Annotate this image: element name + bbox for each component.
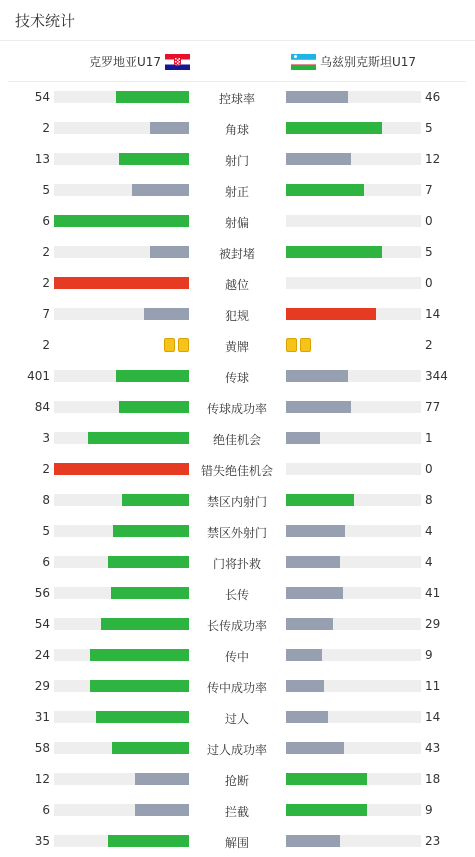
- home-stat-bar-fill: [96, 711, 189, 723]
- home-stat-value: 54: [34, 90, 50, 104]
- home-stat-bar-fill: [150, 122, 189, 134]
- away-stat-value: 14: [425, 307, 441, 321]
- home-stat-bar: [54, 525, 189, 537]
- away-stat-value: 1: [425, 431, 433, 445]
- stat-label: 过人: [224, 712, 249, 726]
- away-stat-bar: [286, 525, 421, 537]
- home-stat-bar: [54, 556, 189, 568]
- home-stat-value: 6: [42, 803, 50, 817]
- away-stat-bar: [286, 308, 421, 320]
- home-stat-bar: [54, 587, 189, 599]
- home-stat-value: 2: [42, 121, 50, 135]
- away-stat-bar-fill: [286, 711, 328, 723]
- home-stat-value: 2: [42, 462, 50, 476]
- stat-row: [0, 547, 475, 578]
- stat-row: [0, 175, 475, 206]
- stat-row: [0, 764, 475, 795]
- home-stat-bar: [54, 215, 189, 227]
- stat-label: 长传: [224, 588, 249, 602]
- away-stat-bar: [286, 122, 421, 134]
- away-stat-bar-fill: [286, 804, 367, 816]
- home-stat-bar-fill: [54, 463, 189, 475]
- stat-row: [0, 82, 475, 113]
- home-stat-bar: [54, 494, 189, 506]
- stat-label: 犯规: [224, 309, 249, 323]
- away-stat-bar: [286, 618, 421, 630]
- stat-row: [0, 299, 475, 330]
- stat-row: [0, 609, 475, 640]
- home-stat-bar: [54, 246, 189, 258]
- home-stat-value: 2: [42, 245, 50, 259]
- home-stat-value: 6: [42, 214, 50, 228]
- away-stat-bar: [286, 91, 421, 103]
- home-stat-value: 84: [34, 400, 50, 414]
- away-stat-value: 5: [425, 121, 433, 135]
- home-stat-value: 401: [27, 369, 50, 383]
- away-stat-bar: [286, 742, 421, 754]
- home-stat-value: 56: [34, 586, 50, 600]
- away-stat-value: 18: [425, 772, 441, 786]
- stat-row: [0, 578, 475, 609]
- stat-row: [0, 330, 475, 361]
- home-stat-value: 35: [34, 834, 50, 848]
- away-stat-bar: [286, 680, 421, 692]
- stat-row: [0, 702, 475, 733]
- away-stat-value: 8: [425, 493, 433, 507]
- stat-row: [0, 361, 475, 392]
- home-stat-value: 5: [42, 524, 50, 538]
- away-stat-bar-fill: [286, 742, 344, 754]
- home-stat-bar-fill: [88, 432, 189, 444]
- uzbekistan-flag-icon: [291, 54, 316, 70]
- home-stat-bar: [54, 773, 189, 785]
- stat-row: [0, 640, 475, 671]
- home-stat-bar: [54, 804, 189, 816]
- away-stat-value: 46: [425, 90, 441, 104]
- stat-label: 传球成功率: [206, 402, 267, 416]
- home-stat-bar: [54, 618, 189, 630]
- home-stat-bar: [54, 122, 189, 134]
- away-stat-value: 43: [425, 741, 441, 755]
- stat-row: [0, 113, 475, 144]
- home-stat-bar-fill: [150, 246, 189, 258]
- home-stat-bar-fill: [135, 804, 189, 816]
- stat-row: [0, 206, 475, 237]
- stat-label: 黄牌: [224, 340, 249, 354]
- away-stat-bar-fill: [286, 401, 351, 413]
- away-stat-bar: [286, 463, 421, 475]
- stat-row: [0, 392, 475, 423]
- home-stat-bar-fill: [122, 494, 190, 506]
- away-stat-bar: [286, 401, 421, 413]
- home-stat-bar-fill: [144, 308, 189, 320]
- away-stat-bar-fill: [286, 556, 340, 568]
- home-stat-bar-fill: [119, 153, 189, 165]
- home-stat-value: 54: [34, 617, 50, 631]
- stat-label: 禁区外射门: [206, 526, 267, 540]
- away-stat-bar-fill: [286, 184, 364, 196]
- home-yellow-cards: [164, 338, 189, 352]
- home-stat-bar-fill: [113, 525, 189, 537]
- stat-label: 禁区内射门: [206, 495, 267, 509]
- away-stat-bar: [286, 804, 421, 816]
- stat-row: [0, 733, 475, 764]
- away-stat-bar-fill: [286, 432, 320, 444]
- home-stat-value: 29: [34, 679, 50, 693]
- stat-label: 角球: [224, 123, 249, 137]
- away-yellow-cards: [286, 338, 311, 352]
- home-stat-bar-fill: [54, 215, 189, 227]
- away-stat-value: 344: [425, 369, 448, 383]
- away-stat-bar: [286, 494, 421, 506]
- away-stat-value: 5: [425, 245, 433, 259]
- away-stat-value: 77: [425, 400, 441, 414]
- stat-label: 控球率: [218, 92, 255, 106]
- stat-label: 门将扑救: [212, 557, 261, 571]
- away-stat-bar: [286, 587, 421, 599]
- away-stat-bar: [286, 711, 421, 723]
- away-stat-bar: [286, 246, 421, 258]
- away-stat-bar-fill: [286, 525, 345, 537]
- away-stat-value: 0: [425, 462, 433, 476]
- home-stat-bar: [54, 432, 189, 444]
- home-stat-value: 8: [42, 493, 50, 507]
- home-stat-bar-fill: [54, 277, 189, 289]
- home-stat-bar: [54, 742, 189, 754]
- home-stat-value: 2: [42, 338, 50, 352]
- home-stat-bar-fill: [90, 649, 189, 661]
- home-stat-value: 7: [42, 307, 50, 321]
- stat-row: [0, 516, 475, 547]
- away-stat-value: 23: [425, 834, 441, 848]
- away-stat-value: 9: [425, 803, 433, 817]
- stat-label: 抢断: [224, 774, 249, 788]
- stat-row: [0, 268, 475, 299]
- home-stat-value: 2: [42, 276, 50, 290]
- stat-label: 射门: [224, 154, 249, 168]
- stat-label: 越位: [224, 278, 249, 292]
- home-stat-bar: [54, 184, 189, 196]
- home-stat-bar-fill: [108, 835, 189, 847]
- home-stat-bar: [54, 308, 189, 320]
- home-stat-bar-fill: [135, 773, 189, 785]
- stat-row: [0, 671, 475, 702]
- away-stat-bar: [286, 556, 421, 568]
- stat-label: 传中成功率: [206, 681, 267, 695]
- page-title: 技术统计: [15, 12, 76, 30]
- stat-row: [0, 144, 475, 175]
- home-stat-bar: [54, 153, 189, 165]
- stat-label: 错失绝佳机会: [200, 464, 273, 478]
- away-stat-bar-fill: [286, 308, 376, 320]
- stat-row: [0, 423, 475, 454]
- stat-label: 被封堵: [218, 247, 255, 261]
- home-stat-bar: [54, 370, 189, 382]
- home-stat-bar-fill: [111, 587, 189, 599]
- stat-row: [0, 237, 475, 268]
- home-stat-bar-fill: [112, 742, 189, 754]
- away-stat-value: 0: [425, 214, 433, 228]
- away-stat-value: 12: [425, 152, 441, 166]
- away-stat-bar-fill: [286, 91, 348, 103]
- header: [0, 0, 475, 41]
- stat-label: 传球: [224, 371, 249, 385]
- home-stat-value: 5: [42, 183, 50, 197]
- away-stat-value: 14: [425, 710, 441, 724]
- away-stat-value: 0: [425, 276, 433, 290]
- away-stat-bar: [286, 370, 421, 382]
- stat-row: [0, 795, 475, 826]
- home-stat-value: 58: [34, 741, 50, 755]
- away-stat-bar-fill: [286, 494, 354, 506]
- stat-label: 绝佳机会: [212, 433, 261, 447]
- yellow-card-icon: [300, 338, 311, 352]
- home-stat-bar: [54, 711, 189, 723]
- home-stat-value: 6: [42, 555, 50, 569]
- away-stat-bar-fill: [286, 246, 382, 258]
- home-stat-bar-fill: [90, 680, 189, 692]
- stat-label: 传中: [224, 650, 249, 664]
- away-stat-bar: [286, 215, 421, 227]
- home-stat-bar: [54, 649, 189, 661]
- away-stat-bar: [286, 773, 421, 785]
- away-stat-bar: [286, 277, 421, 289]
- home-stat-bar-fill: [108, 556, 189, 568]
- home-stat-value: 3: [42, 431, 50, 445]
- yellow-card-icon: [164, 338, 175, 352]
- stat-row: [0, 826, 475, 857]
- stat-label: 射正: [224, 185, 249, 199]
- home-stat-bar: [54, 463, 189, 475]
- home-stat-bar: [54, 91, 189, 103]
- away-stat-bar: [286, 432, 421, 444]
- stat-label: 射偏: [224, 216, 249, 230]
- home-team[interactable]: [89, 53, 190, 70]
- away-stat-bar: [286, 184, 421, 196]
- away-stat-bar: [286, 835, 421, 847]
- stat-label: 长传成功率: [206, 619, 267, 633]
- away-stat-bar-fill: [286, 680, 324, 692]
- home-stat-bar-fill: [119, 401, 189, 413]
- home-stat-value: 31: [34, 710, 50, 724]
- home-stat-bar: [54, 401, 189, 413]
- home-stat-bar: [54, 277, 189, 289]
- croatia-flag-icon: [165, 54, 190, 70]
- away-stat-value: 11: [425, 679, 441, 693]
- home-stat-bar-fill: [116, 91, 189, 103]
- away-stat-bar-fill: [286, 370, 348, 382]
- away-stat-value: 9: [425, 648, 433, 662]
- away-stat-bar-fill: [286, 773, 367, 785]
- away-stat-value: 7: [425, 183, 433, 197]
- home-stat-value: 24: [34, 648, 50, 662]
- home-stat-bar-fill: [101, 618, 189, 630]
- home-stat-bar-fill: [116, 370, 189, 382]
- stat-row: [0, 454, 475, 485]
- away-stat-value: 4: [425, 555, 433, 569]
- stat-label: 解围: [224, 836, 249, 850]
- away-stat-bar: [286, 153, 421, 165]
- stat-row: [0, 485, 475, 516]
- away-stat-value: 29: [425, 617, 441, 631]
- away-stat-bar-fill: [286, 835, 340, 847]
- home-stat-bar-fill: [132, 184, 189, 196]
- home-stat-value: 12: [34, 772, 50, 786]
- stat-label: 拦截: [224, 805, 249, 819]
- away-team-name: 乌兹别克斯坦U17: [320, 55, 417, 69]
- yellow-card-icon: [286, 338, 297, 352]
- away-stat-value: 4: [425, 524, 433, 538]
- teams-header: [8, 41, 466, 82]
- home-stat-bar: [54, 680, 189, 692]
- yellow-card-icon: [178, 338, 189, 352]
- home-stat-bar: [54, 835, 189, 847]
- away-stat-value: 41: [425, 586, 441, 600]
- away-stat-bar-fill: [286, 618, 333, 630]
- away-stat-bar-fill: [286, 587, 343, 599]
- home-stat-value: 13: [34, 152, 50, 166]
- away-stat-bar: [286, 649, 421, 661]
- away-stat-bar-fill: [286, 649, 322, 661]
- home-team-name: 克罗地亚U17: [88, 55, 161, 69]
- stat-label: 过人成功率: [206, 743, 267, 757]
- away-stat-bar-fill: [286, 153, 351, 165]
- away-stat-value: 2: [425, 338, 433, 352]
- away-stat-bar-fill: [286, 122, 382, 134]
- away-team[interactable]: [291, 53, 416, 70]
